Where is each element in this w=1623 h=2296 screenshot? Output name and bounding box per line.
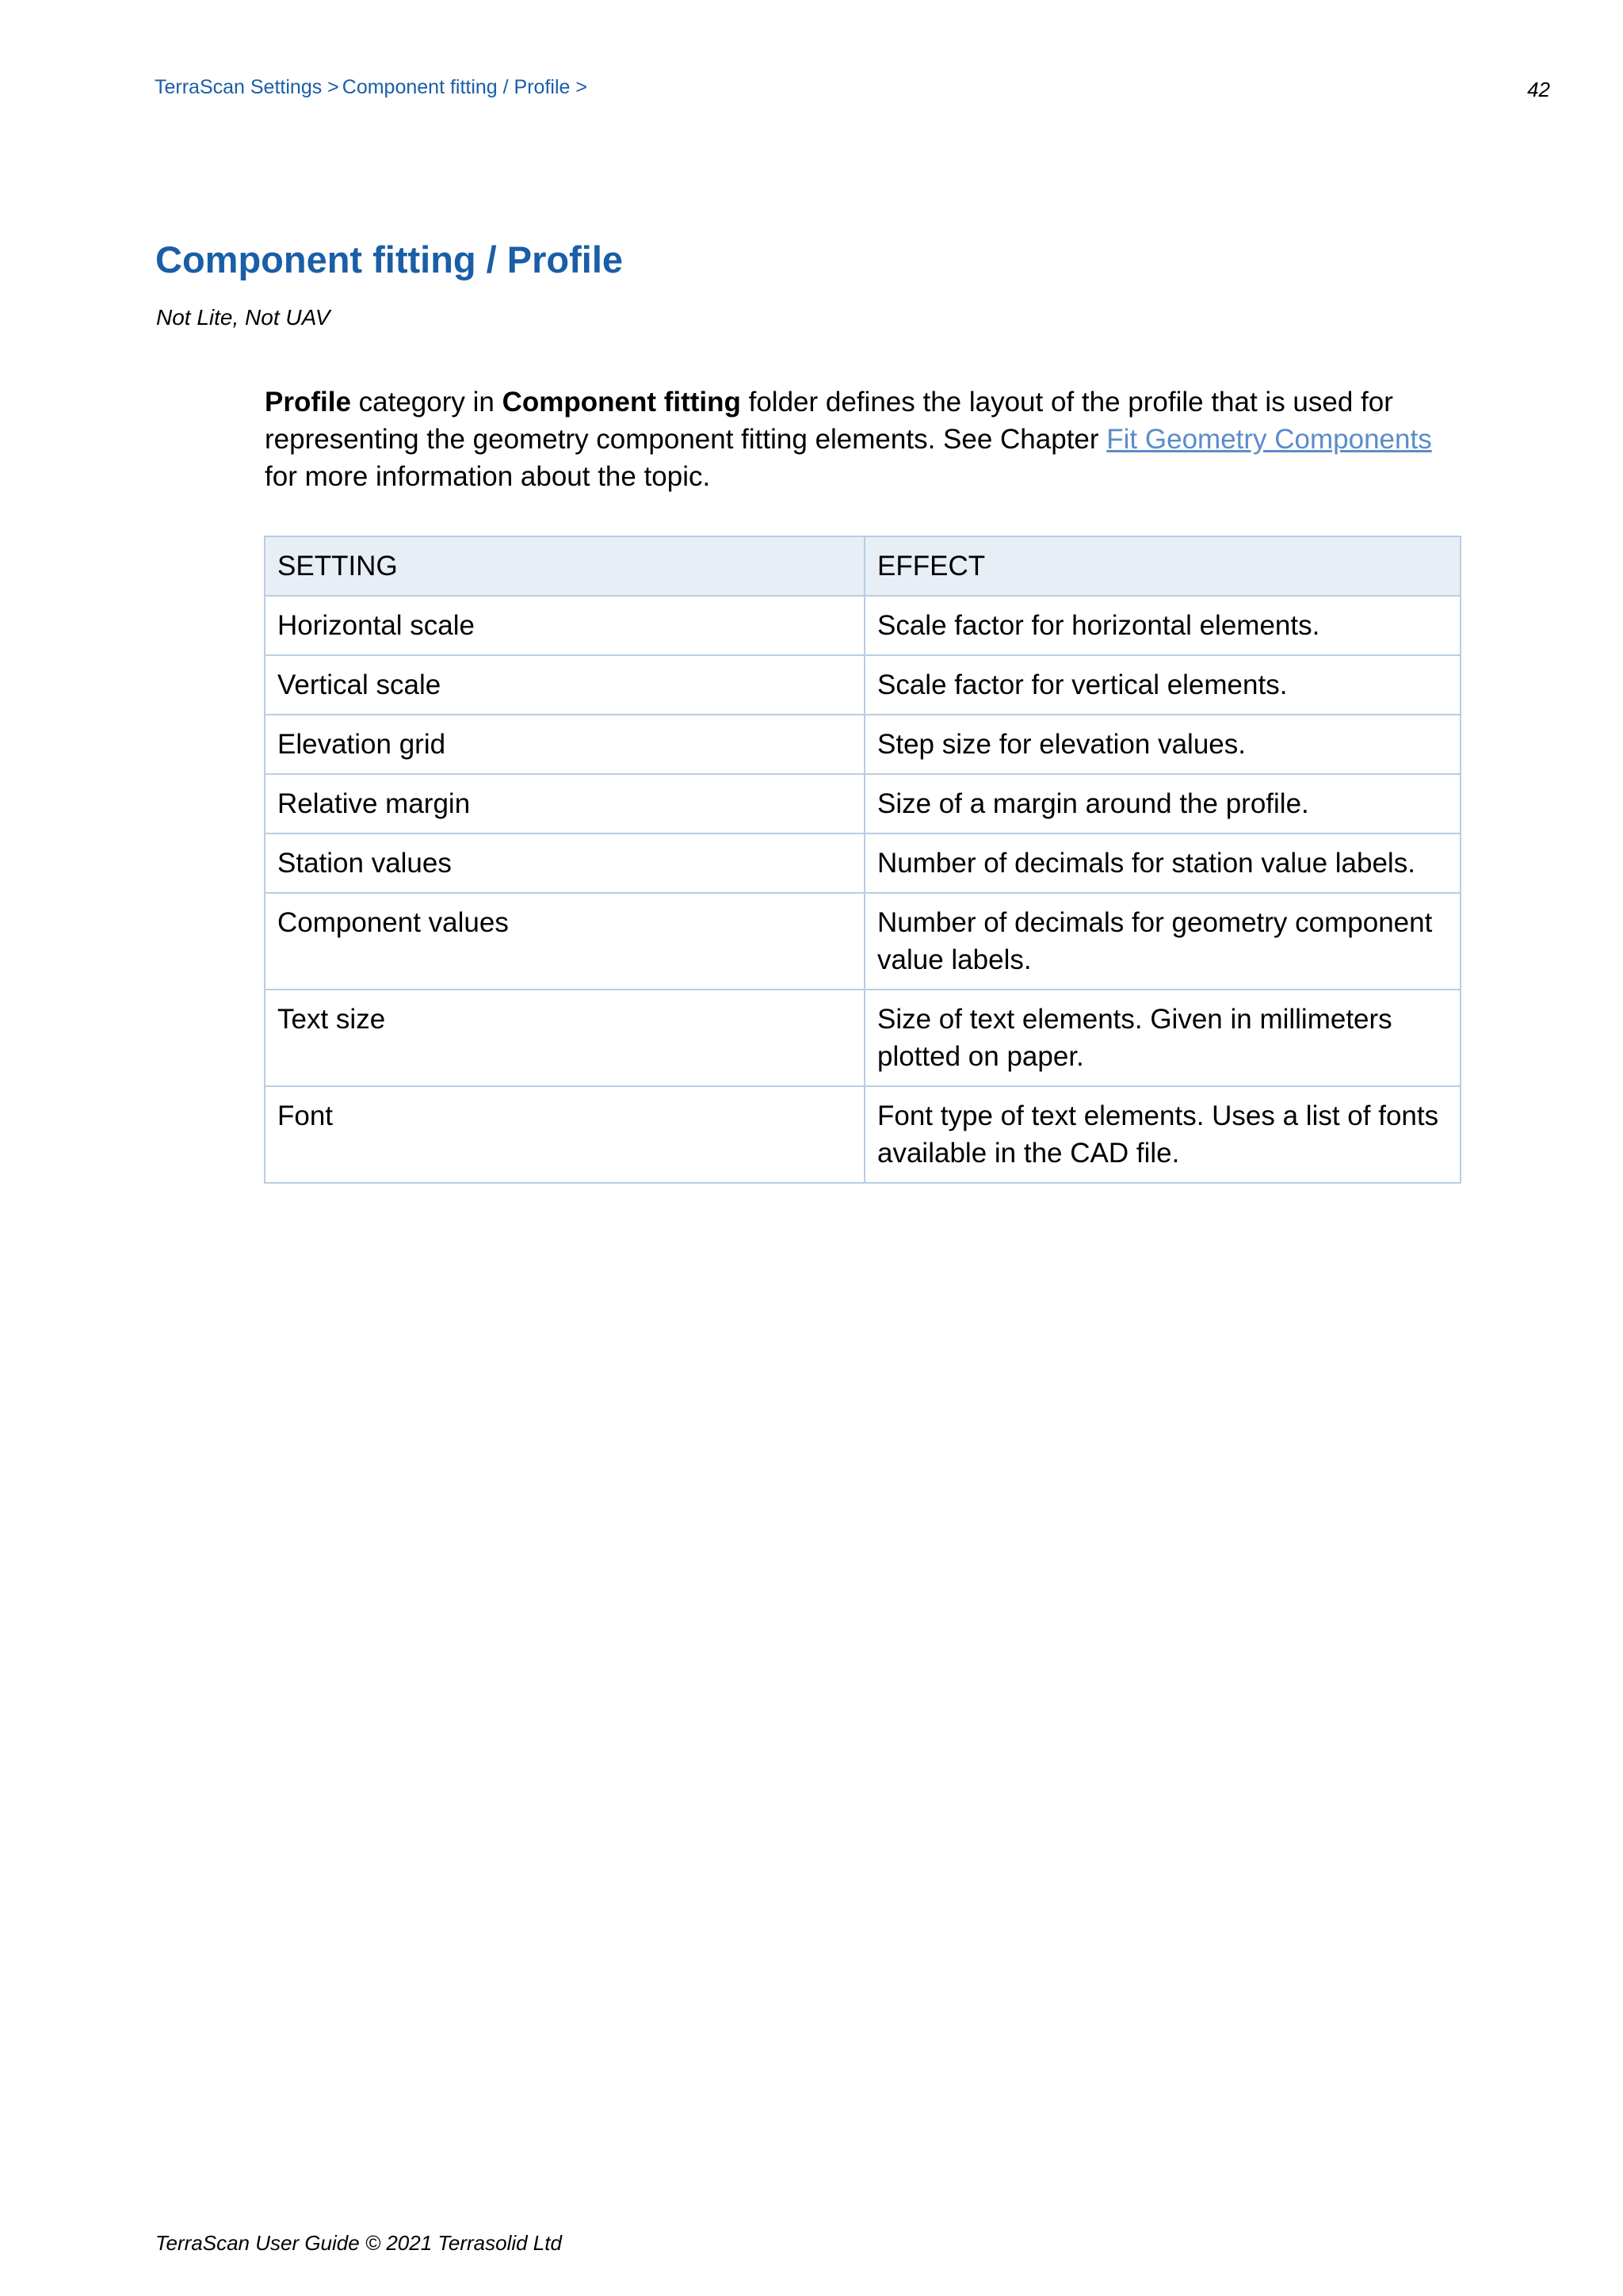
intro-term-profile: Profile [265,387,351,418]
setting-cell: Horizontal scale [265,596,865,655]
table-row [265,715,1461,774]
setting-cell: Text size [265,990,865,1086]
breadcrumb-item-current[interactable]: Component fitting / Profile > [342,76,587,98]
table-row [265,774,1461,833]
page-title: Component fitting / Profile [155,238,624,280]
effect-cell: Step size for elevation values. [865,715,1461,774]
footer-copyright: TerraScan User Guide © 2021 Terrasolid Ltd [155,2231,562,2255]
column-header-effect: EFFECT [865,536,1461,596]
setting-cell: Font [265,1086,865,1183]
page-number: 42 [1527,78,1550,101]
effect-cell: Size of a margin around the profile. [865,774,1461,833]
setting-cell: Component values [265,893,865,990]
intro-text-2: folder defines the layout of the profile that is used for representing the geometry component fitting elements. See Chapter [265,387,1393,455]
intro-paragraph [265,383,1453,495]
settings-table [264,536,1461,1184]
effect-cell: Scale factor for horizontal elements. [865,596,1461,655]
breadcrumb-item-settings[interactable]: TerraScan Settings > [155,76,339,98]
setting-cell: Relative margin [265,774,865,833]
setting-cell: Station values [265,833,865,893]
table-row [265,655,1461,715]
effect-cell: Number of decimals for station value labels. [865,833,1461,893]
effect-cell: Number of decimals for geometry component value labels. [865,893,1461,990]
setting-cell: Vertical scale [265,655,865,715]
effect-cell: Font type of text elements. Uses a list of fonts available in the CAD file. [865,1086,1461,1183]
breadcrumb [155,76,590,99]
table-row [265,1086,1461,1183]
setting-cell: Elevation grid [265,715,865,774]
table-row [265,596,1461,655]
intro-text-3: for more information about the topic. [265,461,711,492]
fit-geometry-components-link[interactable]: Fit Geometry Components [1106,424,1432,455]
intro-text-1: category in [350,387,502,418]
column-header-setting: SETTING [265,536,865,596]
table-row [265,833,1461,893]
availability-note: Not Lite, Not UAV [156,305,330,330]
table-row [265,990,1461,1086]
table-row [265,893,1461,990]
intro-term-component-fitting: Component fitting [502,387,741,418]
effect-cell: Size of text elements. Given in millimeters plotted on paper. [865,990,1461,1086]
effect-cell: Scale factor for vertical elements. [865,655,1461,715]
table-header-row [265,536,1461,596]
